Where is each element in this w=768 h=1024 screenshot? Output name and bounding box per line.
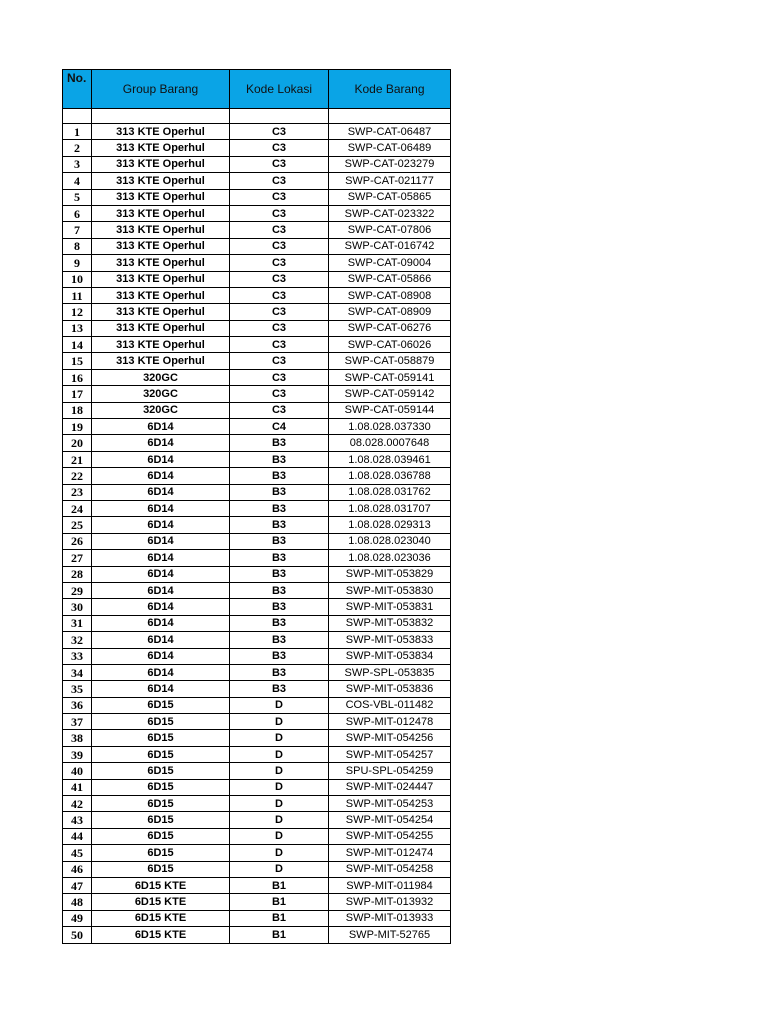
kode-lokasi-cell: D <box>230 714 329 730</box>
table-row <box>63 927 451 943</box>
blank-cell <box>230 109 329 124</box>
blank-cell <box>63 109 92 124</box>
table-row <box>63 304 451 320</box>
group-barang-cell: 6D15 <box>92 796 230 812</box>
kode-lokasi-cell: C3 <box>230 287 329 303</box>
row-number-cell: 19 <box>63 419 92 435</box>
table-row <box>63 402 451 418</box>
row-number-cell: 25 <box>63 517 92 533</box>
row-number-cell: 8 <box>63 238 92 254</box>
row-number-cell: 15 <box>63 353 92 369</box>
table-row <box>63 877 451 893</box>
kode-lokasi-cell: B3 <box>230 484 329 500</box>
blank-cell <box>329 109 451 124</box>
table-row <box>63 550 451 566</box>
table-row <box>63 861 451 877</box>
kode-barang-cell: SWP-MIT-013933 <box>329 910 451 926</box>
row-number-cell: 28 <box>63 566 92 582</box>
header-group-barang: Group Barang <box>92 70 230 109</box>
group-barang-cell: 6D14 <box>92 435 230 451</box>
kode-barang-cell: SWP-CAT-05865 <box>329 189 451 205</box>
group-barang-cell: 313 KTE Operhul <box>92 353 230 369</box>
table-row <box>63 222 451 238</box>
kode-lokasi-cell: D <box>230 763 329 779</box>
row-number-cell: 21 <box>63 451 92 467</box>
kode-lokasi-cell: B3 <box>230 615 329 631</box>
kode-lokasi-cell: D <box>230 796 329 812</box>
group-barang-cell: 313 KTE Operhul <box>92 140 230 156</box>
kode-lokasi-cell: D <box>230 845 329 861</box>
kode-lokasi-cell: B3 <box>230 648 329 664</box>
group-barang-cell: 6D15 KTE <box>92 910 230 926</box>
header-no: No. <box>63 70 92 109</box>
kode-barang-cell: SWP-CAT-023322 <box>329 205 451 221</box>
kode-barang-cell: SWP-MIT-012478 <box>329 714 451 730</box>
table-row <box>63 796 451 812</box>
kode-barang-cell: SWP-CAT-021177 <box>329 173 451 189</box>
group-barang-cell: 6D15 <box>92 812 230 828</box>
table-row <box>63 828 451 844</box>
group-barang-cell: 6D14 <box>92 500 230 516</box>
kode-lokasi-cell: C3 <box>230 353 329 369</box>
kode-barang-cell: SWP-CAT-06487 <box>329 124 451 140</box>
kode-barang-cell: SWP-MIT-013932 <box>329 894 451 910</box>
kode-lokasi-cell: B1 <box>230 877 329 893</box>
kode-barang-cell: SWP-MIT-024447 <box>329 779 451 795</box>
kode-barang-cell: SWP-MIT-011984 <box>329 877 451 893</box>
kode-lokasi-cell: C3 <box>230 304 329 320</box>
kode-barang-cell: SWP-MIT-053831 <box>329 599 451 615</box>
kode-barang-cell: SWP-CAT-016742 <box>329 238 451 254</box>
table-row <box>63 271 451 287</box>
kode-lokasi-cell: C3 <box>230 205 329 221</box>
row-number-cell: 44 <box>63 828 92 844</box>
group-barang-cell: 6D14 <box>92 615 230 631</box>
kode-lokasi-cell: B1 <box>230 894 329 910</box>
row-number-cell: 16 <box>63 369 92 385</box>
table-row <box>63 337 451 353</box>
table-row <box>63 124 451 140</box>
kode-barang-cell: SWP-CAT-06276 <box>329 320 451 336</box>
table-row <box>63 894 451 910</box>
group-barang-cell: 313 KTE Operhul <box>92 173 230 189</box>
group-barang-cell: 313 KTE Operhul <box>92 189 230 205</box>
kode-barang-cell: 1.08.028.029313 <box>329 517 451 533</box>
kode-barang-cell: SWP-MIT-053832 <box>329 615 451 631</box>
row-number-cell: 22 <box>63 468 92 484</box>
inventory-table <box>62 69 451 944</box>
kode-barang-cell: SPU-SPL-054259 <box>329 763 451 779</box>
row-number-cell: 43 <box>63 812 92 828</box>
kode-lokasi-cell: C4 <box>230 419 329 435</box>
row-number-cell: 31 <box>63 615 92 631</box>
kode-lokasi-cell: D <box>230 730 329 746</box>
group-barang-cell: 6D14 <box>92 599 230 615</box>
group-barang-cell: 320GC <box>92 369 230 385</box>
table-row <box>63 419 451 435</box>
kode-barang-cell: 1.08.028.023036 <box>329 550 451 566</box>
kode-barang-cell: SWP-MIT-053834 <box>329 648 451 664</box>
kode-barang-cell: SWP-CAT-059142 <box>329 386 451 402</box>
row-number-cell: 29 <box>63 582 92 598</box>
row-number-cell: 18 <box>63 402 92 418</box>
row-number-cell: 20 <box>63 435 92 451</box>
kode-barang-cell: SWP-MIT-054256 <box>329 730 451 746</box>
group-barang-cell: 6D15 <box>92 714 230 730</box>
row-number-cell: 46 <box>63 861 92 877</box>
kode-barang-cell: SWP-MIT-053836 <box>329 681 451 697</box>
row-number-cell: 4 <box>63 173 92 189</box>
row-number-cell: 1 <box>63 124 92 140</box>
group-barang-cell: 6D14 <box>92 533 230 549</box>
group-barang-cell: 6D15 KTE <box>92 894 230 910</box>
header-row <box>63 70 451 109</box>
kode-barang-cell: 08.028.0007648 <box>329 435 451 451</box>
kode-barang-cell: SWP-MIT-053833 <box>329 632 451 648</box>
table-row <box>63 156 451 172</box>
kode-lokasi-cell: B3 <box>230 550 329 566</box>
row-number-cell: 11 <box>63 287 92 303</box>
table-row <box>63 763 451 779</box>
table-row <box>63 697 451 713</box>
kode-lokasi-cell: C3 <box>230 173 329 189</box>
group-barang-cell: 6D14 <box>92 664 230 680</box>
kode-lokasi-cell: B3 <box>230 599 329 615</box>
table-row <box>63 500 451 516</box>
group-barang-cell: 313 KTE Operhul <box>92 287 230 303</box>
kode-barang-cell: 1.08.028.037330 <box>329 419 451 435</box>
kode-lokasi-cell: B1 <box>230 927 329 943</box>
table-row <box>63 205 451 221</box>
group-barang-cell: 6D14 <box>92 648 230 664</box>
kode-barang-cell: SWP-MIT-054258 <box>329 861 451 877</box>
kode-lokasi-cell: B3 <box>230 681 329 697</box>
group-barang-cell: 6D14 <box>92 468 230 484</box>
header-kode-barang: Kode Barang <box>329 70 451 109</box>
table-row <box>63 287 451 303</box>
table-row <box>63 845 451 861</box>
table-row <box>63 632 451 648</box>
group-barang-cell: 313 KTE Operhul <box>92 156 230 172</box>
kode-barang-cell: SWP-MIT-053829 <box>329 566 451 582</box>
row-number-cell: 33 <box>63 648 92 664</box>
group-barang-cell: 6D15 <box>92 861 230 877</box>
group-barang-cell: 313 KTE Operhul <box>92 255 230 271</box>
kode-barang-cell: SWP-CAT-023279 <box>329 156 451 172</box>
table-row <box>63 910 451 926</box>
kode-barang-cell: SWP-CAT-059144 <box>329 402 451 418</box>
kode-lokasi-cell: D <box>230 779 329 795</box>
row-number-cell: 32 <box>63 632 92 648</box>
table-row <box>63 189 451 205</box>
row-number-cell: 45 <box>63 845 92 861</box>
row-number-cell: 2 <box>63 140 92 156</box>
table-row <box>63 533 451 549</box>
row-number-cell: 48 <box>63 894 92 910</box>
table-row <box>63 599 451 615</box>
table-row <box>63 664 451 680</box>
group-barang-cell: 6D14 <box>92 582 230 598</box>
row-number-cell: 26 <box>63 533 92 549</box>
group-barang-cell: 313 KTE Operhul <box>92 238 230 254</box>
group-barang-cell: 6D14 <box>92 484 230 500</box>
blank-cell <box>92 109 230 124</box>
row-number-cell: 40 <box>63 763 92 779</box>
group-barang-cell: 6D15 <box>92 779 230 795</box>
kode-barang-cell: 1.08.028.039461 <box>329 451 451 467</box>
kode-barang-cell: SWP-CAT-058879 <box>329 353 451 369</box>
row-number-cell: 39 <box>63 746 92 762</box>
group-barang-cell: 313 KTE Operhul <box>92 205 230 221</box>
kode-barang-cell: SWP-MIT-054257 <box>329 746 451 762</box>
row-number-cell: 50 <box>63 927 92 943</box>
table-row <box>63 468 451 484</box>
row-number-cell: 5 <box>63 189 92 205</box>
kode-barang-cell: SWP-MIT-054255 <box>329 828 451 844</box>
group-barang-cell: 6D14 <box>92 419 230 435</box>
table-row <box>63 353 451 369</box>
table-row <box>63 386 451 402</box>
table-row <box>63 648 451 664</box>
kode-barang-cell: SWP-MIT-053830 <box>329 582 451 598</box>
row-number-cell: 34 <box>63 664 92 680</box>
kode-barang-cell: 1.08.028.031707 <box>329 500 451 516</box>
group-barang-cell: 6D14 <box>92 566 230 582</box>
row-number-cell: 17 <box>63 386 92 402</box>
kode-barang-cell: 1.08.028.036788 <box>329 468 451 484</box>
group-barang-cell: 6D14 <box>92 681 230 697</box>
table-row <box>63 746 451 762</box>
kode-lokasi-cell: B3 <box>230 566 329 582</box>
kode-barang-cell: SWP-MIT-012474 <box>329 845 451 861</box>
kode-lokasi-cell: C3 <box>230 320 329 336</box>
kode-lokasi-cell: C3 <box>230 369 329 385</box>
kode-barang-cell: SWP-CAT-059141 <box>329 369 451 385</box>
group-barang-cell: 6D15 <box>92 845 230 861</box>
kode-barang-cell: SWP-MIT-054254 <box>329 812 451 828</box>
row-number-cell: 9 <box>63 255 92 271</box>
group-barang-cell: 6D14 <box>92 517 230 533</box>
kode-barang-cell: SWP-SPL-053835 <box>329 664 451 680</box>
group-barang-cell: 6D14 <box>92 451 230 467</box>
kode-barang-cell: SWP-CAT-05866 <box>329 271 451 287</box>
kode-lokasi-cell: C3 <box>230 271 329 287</box>
row-number-cell: 3 <box>63 156 92 172</box>
header-kode-lokasi: Kode Lokasi <box>230 70 329 109</box>
row-number-cell: 13 <box>63 320 92 336</box>
row-number-cell: 42 <box>63 796 92 812</box>
table-row <box>63 255 451 271</box>
group-barang-cell: 313 KTE Operhul <box>92 337 230 353</box>
table-row <box>63 582 451 598</box>
table-row <box>63 320 451 336</box>
group-barang-cell: 6D14 <box>92 632 230 648</box>
kode-lokasi-cell: B3 <box>230 517 329 533</box>
group-barang-cell: 313 KTE Operhul <box>92 271 230 287</box>
kode-barang-cell: SWP-MIT-52765 <box>329 927 451 943</box>
table-row <box>63 517 451 533</box>
row-number-cell: 12 <box>63 304 92 320</box>
kode-lokasi-cell: C3 <box>230 402 329 418</box>
kode-barang-cell: SWP-MIT-054253 <box>329 796 451 812</box>
kode-lokasi-cell: B3 <box>230 500 329 516</box>
kode-barang-cell: SWP-CAT-06489 <box>329 140 451 156</box>
table-row <box>63 681 451 697</box>
table-row <box>63 435 451 451</box>
row-number-cell: 23 <box>63 484 92 500</box>
row-number-cell: 30 <box>63 599 92 615</box>
row-number-cell: 38 <box>63 730 92 746</box>
row-number-cell: 47 <box>63 877 92 893</box>
group-barang-cell: 6D15 <box>92 746 230 762</box>
kode-lokasi-cell: B1 <box>230 910 329 926</box>
row-number-cell: 14 <box>63 337 92 353</box>
group-barang-cell: 6D15 KTE <box>92 927 230 943</box>
table-row <box>63 173 451 189</box>
kode-lokasi-cell: B3 <box>230 632 329 648</box>
group-barang-cell: 6D14 <box>92 550 230 566</box>
row-number-cell: 37 <box>63 714 92 730</box>
kode-barang-cell: 1.08.028.023040 <box>329 533 451 549</box>
kode-lokasi-cell: B3 <box>230 468 329 484</box>
group-barang-cell: 313 KTE Operhul <box>92 320 230 336</box>
table-row <box>63 812 451 828</box>
group-barang-cell: 6D15 KTE <box>92 877 230 893</box>
table-row <box>63 140 451 156</box>
row-number-cell: 6 <box>63 205 92 221</box>
row-number-cell: 24 <box>63 500 92 516</box>
kode-lokasi-cell: D <box>230 812 329 828</box>
kode-barang-cell: SWP-CAT-08908 <box>329 287 451 303</box>
kode-lokasi-cell: D <box>230 828 329 844</box>
kode-lokasi-cell: C3 <box>230 189 329 205</box>
kode-lokasi-cell: C3 <box>230 386 329 402</box>
kode-lokasi-cell: C3 <box>230 337 329 353</box>
kode-lokasi-cell: C3 <box>230 238 329 254</box>
table-row <box>63 451 451 467</box>
table-row <box>63 238 451 254</box>
table-row <box>63 369 451 385</box>
kode-lokasi-cell: C3 <box>230 255 329 271</box>
table-row <box>63 730 451 746</box>
kode-lokasi-cell: D <box>230 746 329 762</box>
kode-barang-cell: SWP-CAT-06026 <box>329 337 451 353</box>
kode-barang-cell: 1.08.028.031762 <box>329 484 451 500</box>
blank-row <box>63 109 451 124</box>
kode-lokasi-cell: C3 <box>230 222 329 238</box>
kode-lokasi-cell: C3 <box>230 156 329 172</box>
kode-lokasi-cell: B3 <box>230 435 329 451</box>
group-barang-cell: 6D15 <box>92 828 230 844</box>
row-number-cell: 36 <box>63 697 92 713</box>
row-number-cell: 49 <box>63 910 92 926</box>
table-row <box>63 714 451 730</box>
group-barang-cell: 6D15 <box>92 730 230 746</box>
kode-lokasi-cell: D <box>230 861 329 877</box>
kode-barang-cell: COS-VBL-011482 <box>329 697 451 713</box>
kode-barang-cell: SWP-CAT-09004 <box>329 255 451 271</box>
table-row <box>63 779 451 795</box>
row-number-cell: 27 <box>63 550 92 566</box>
group-barang-cell: 313 KTE Operhul <box>92 124 230 140</box>
group-barang-cell: 313 KTE Operhul <box>92 222 230 238</box>
row-number-cell: 41 <box>63 779 92 795</box>
kode-barang-cell: SWP-CAT-08909 <box>329 304 451 320</box>
kode-lokasi-cell: C3 <box>230 124 329 140</box>
row-number-cell: 10 <box>63 271 92 287</box>
row-number-cell: 7 <box>63 222 92 238</box>
group-barang-cell: 313 KTE Operhul <box>92 304 230 320</box>
kode-barang-cell: SWP-CAT-07806 <box>329 222 451 238</box>
group-barang-cell: 6D15 <box>92 697 230 713</box>
group-barang-cell: 320GC <box>92 402 230 418</box>
row-number-cell: 35 <box>63 681 92 697</box>
group-barang-cell: 320GC <box>92 386 230 402</box>
kode-lokasi-cell: D <box>230 697 329 713</box>
group-barang-cell: 6D15 <box>92 763 230 779</box>
kode-lokasi-cell: C3 <box>230 140 329 156</box>
kode-lokasi-cell: B3 <box>230 582 329 598</box>
kode-lokasi-cell: B3 <box>230 664 329 680</box>
kode-lokasi-cell: B3 <box>230 533 329 549</box>
table-row <box>63 566 451 582</box>
kode-lokasi-cell: B3 <box>230 451 329 467</box>
table-row <box>63 615 451 631</box>
table-row <box>63 484 451 500</box>
